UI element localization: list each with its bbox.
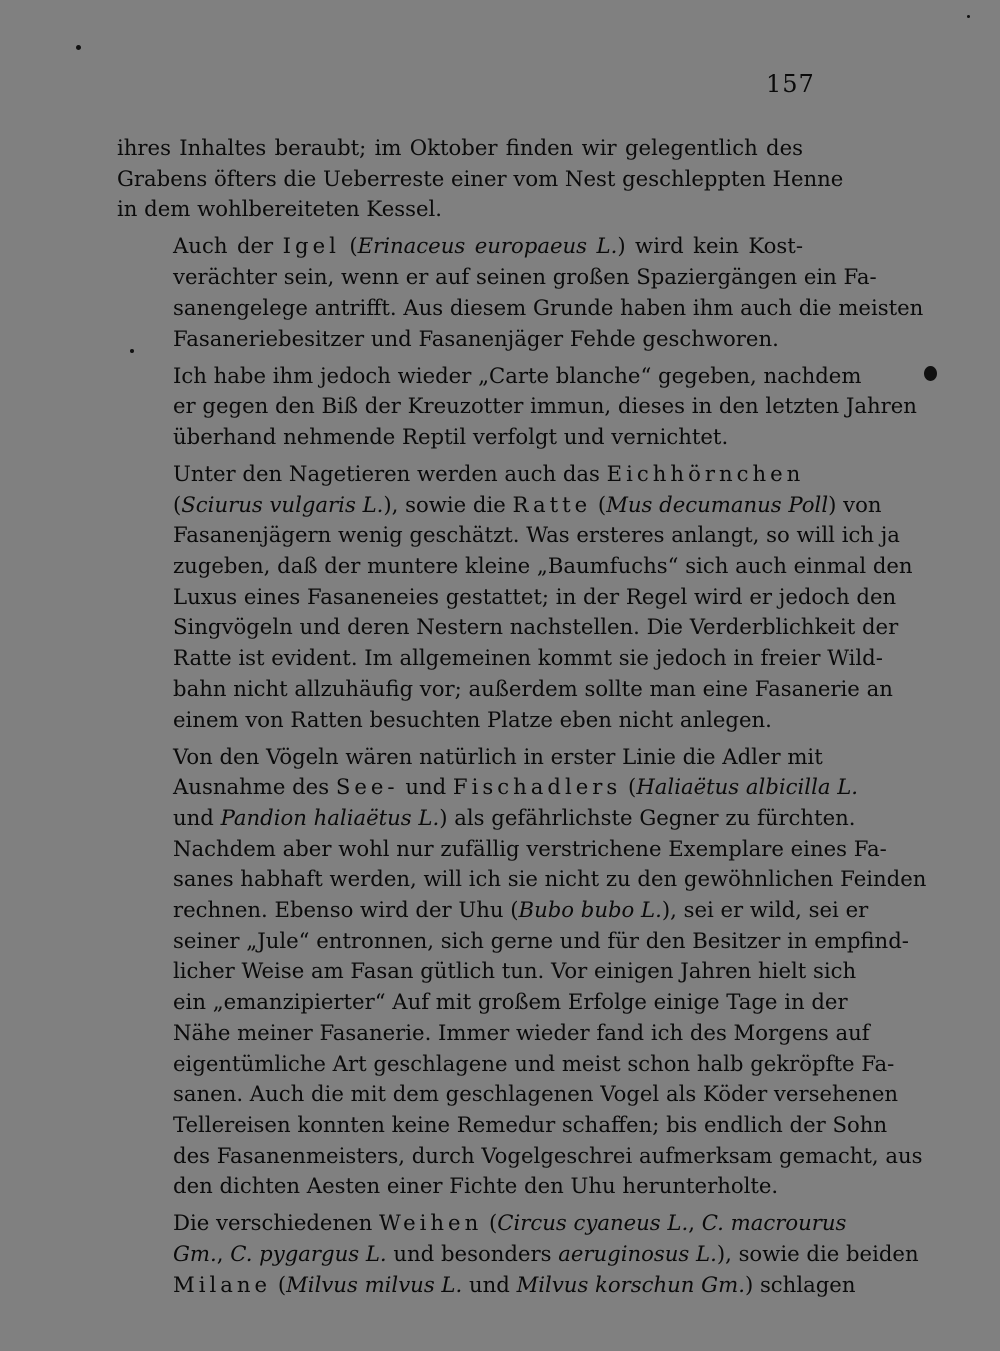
text-run: ), sowie die [383,491,513,517]
spaced-emphasis: Fischadlers [452,774,622,800]
text-run: sanes habhaft werden, will ich sie nicht zu den gewöhnlichen Feinden [173,866,927,892]
text-run: Auch der [173,233,283,259]
paragraph-4 [117,459,913,735]
text-line [117,520,900,551]
text-line [117,1079,898,1110]
scan-speck [76,45,81,50]
text-line [117,582,897,613]
body-text [117,133,927,1307]
text-line [117,834,887,865]
text-line [117,361,862,392]
latin-name: C. macrourus [701,1210,847,1236]
text-line [117,803,856,834]
text-run: ) als gefährlichste Gegner zu fürchten. [439,804,856,830]
text-line [117,551,913,582]
latin-name: Circus cyaneus L. [497,1210,689,1236]
text-run: Tellereisen konnten keine Remedur schaffen; bis endlich der Sohn [173,1111,888,1137]
text-line [117,612,899,643]
paragraph-2 [117,231,924,354]
text-run: einem von Ratten besuchten Platze eben nicht anlegen. [173,706,772,732]
text-run: eigentümliche Art geschlagene und meist schon halb gekröpfte Fa- [173,1050,895,1076]
text-run: und [173,804,221,830]
latin-name: C. pygargus L. [230,1241,387,1267]
text-line [117,1049,895,1080]
latin-name: Erinaceus europaeus L. [357,233,618,259]
text-line [117,895,869,926]
text-run: überhand nehmende Reptil verfolgt und vernichtet. [173,423,729,449]
latin-name: Pandion haliaëtus L. [220,804,440,830]
text-line [117,674,893,705]
text-run: ( [621,774,637,800]
text-line [117,1141,923,1172]
text-run: den dichten Aesten einer Fichte den Uhu herunterholte. [173,1173,779,1199]
text-run: ) wird kein Kost- [617,233,803,259]
text-run: Nachdem aber wohl nur zufällig verstrichene Exemplare eines Fa- [173,835,887,861]
text-run: , [216,1241,231,1267]
text-run: Singvögeln und deren Nestern nachstellen. Die Verderblichkeit der [173,614,899,640]
text-run: Ratte ist evident. Im allgemeinen kommt sie jedoch in freier Wild- [173,645,883,671]
text-line [117,1270,856,1301]
text-line [117,391,917,422]
text-run: verächter sein, wenn er auf seinen großen Spaziergängen ein Fa- [173,264,877,290]
text-line [117,742,823,773]
text-line [117,293,924,324]
text-run: , [688,1210,702,1236]
text-line [117,422,803,453]
text-run: er gegen den Biß der Kreuzotter immun, dieses in den letzten Jahren [173,393,917,419]
text-run: in dem wohlbereiteten Kessel. [117,196,443,222]
text-line [117,262,877,293]
latin-name: Sciurus vulgaris L. [181,491,384,517]
text-run: sanengelege antrifft. Aus diesem Grunde haben ihm auch die meisten [173,294,924,320]
text-line [117,864,927,895]
text-run: ( [482,1210,498,1236]
spaced-emphasis: See- [335,774,399,800]
spaced-emphasis: Weihen [379,1210,483,1236]
text-run: rechnen. Ebenso wird der Uhu ( [173,897,519,923]
text-line [117,705,803,736]
text-run: sanen. Auch die mit dem geschlagenen Vogel als Köder versehenen [173,1081,898,1107]
scan-speck [924,366,937,381]
text-line [117,772,859,803]
text-run: Unter den Nagetieren werden auch das [173,460,607,486]
paragraph-1 [117,133,844,225]
spaced-emphasis: Ratte [512,491,592,517]
text-line [117,490,882,521]
text-line [117,1239,919,1270]
text-run: Luxus eines Fasaneneies gestattet; in der Regel wird er jedoch den [173,583,897,609]
paragraph-3 [117,361,917,453]
text-run: Nähe meiner Fasanerie. Immer wieder fand ich des Morgens auf [173,1019,870,1045]
text-run: des Fasanenmeisters, durch Vogelgeschrei aufmerksam gemacht, aus [173,1142,923,1168]
spaced-emphasis: Igel [282,233,340,259]
text-run: seiner „Jule“ entronnen, sich gerne und für den Besitzer in empfind- [173,927,909,953]
scan-speck [967,15,970,18]
text-line [117,164,844,195]
spaced-emphasis: Milane [173,1271,272,1297]
latin-name: Gm. [173,1241,217,1267]
text-line [117,987,848,1018]
text-run: Grabens öfters die Ueberreste einer vom Nest geschleppten Henne [117,165,844,191]
text-run: ( [591,491,607,517]
text-run: licher Weise am Fasan gütlich tun. Vor einigen Jahren hielt sich [173,958,857,984]
text-run: ihres Inhaltes beraubt; im Oktober finden wir gelegentlich des [117,135,803,160]
text-run: und besonders [386,1241,559,1267]
text-run: ) von [828,491,882,517]
latin-name: Mus decumanus Poll [606,491,829,517]
text-line [117,926,909,957]
text-run: und [462,1271,517,1297]
latin-name: Bubo bubo L. [518,897,662,923]
text-run: Ich habe ihm jedoch wieder „Carte blanche“ gegeben, nachdem [173,362,862,388]
text-run: ), sei er wild, sei er [661,897,869,923]
text-run: ein „emanzipierter“ Auf mit großem Erfolge einige Tage in der [173,989,848,1015]
text-line [117,1171,803,1202]
paragraph-6 [117,1208,919,1300]
text-run: Die verschiedenen [173,1210,380,1236]
text-run: ( [271,1271,287,1297]
text-run: Ausnahme des [173,774,336,800]
scan-speck [130,349,134,353]
text-line [117,956,857,987]
text-run: ( [173,491,182,517]
paragraph-5 [117,742,927,1203]
text-run: zugeben, daß der muntere kleine „Baumfuchs“ sich auch einmal den [173,553,913,579]
text-run: und [398,774,453,800]
latin-name: Milvus milvus L. [286,1271,463,1297]
text-run: Fasanenjägern wenig geschätzt. Was ersteres anlangt, so will ich ja [173,522,900,548]
page-number: 157 [766,70,815,98]
text-line [117,324,803,355]
latin-name: aeruginosus L. [558,1241,717,1267]
latin-name: Milvus korschun Gm. [516,1271,745,1297]
text-line [117,133,803,164]
text-run: Fasaneriebesitzer und Fasanenjäger Fehde geschworen. [173,325,779,351]
text-run: ( [339,233,358,259]
text-run: bahn nicht allzuhäufig vor; außerdem sollte man eine Fasanerie an [173,675,893,701]
text-line [117,194,803,225]
latin-name: Haliaëtus albicilla L. [636,774,859,800]
text-line [117,459,803,490]
text-line [117,1018,870,1049]
text-line [117,231,803,262]
text-run: Von den Vögeln wären natürlich in erster Linie die Adler mit [173,743,823,769]
text-run: ), sowie die beiden [716,1241,919,1267]
text-line [117,643,883,674]
text-line [117,1110,888,1141]
text-run: ) schlagen [744,1271,856,1297]
text-line [117,1208,847,1239]
spaced-emphasis: Eichhörnchen [606,460,805,486]
